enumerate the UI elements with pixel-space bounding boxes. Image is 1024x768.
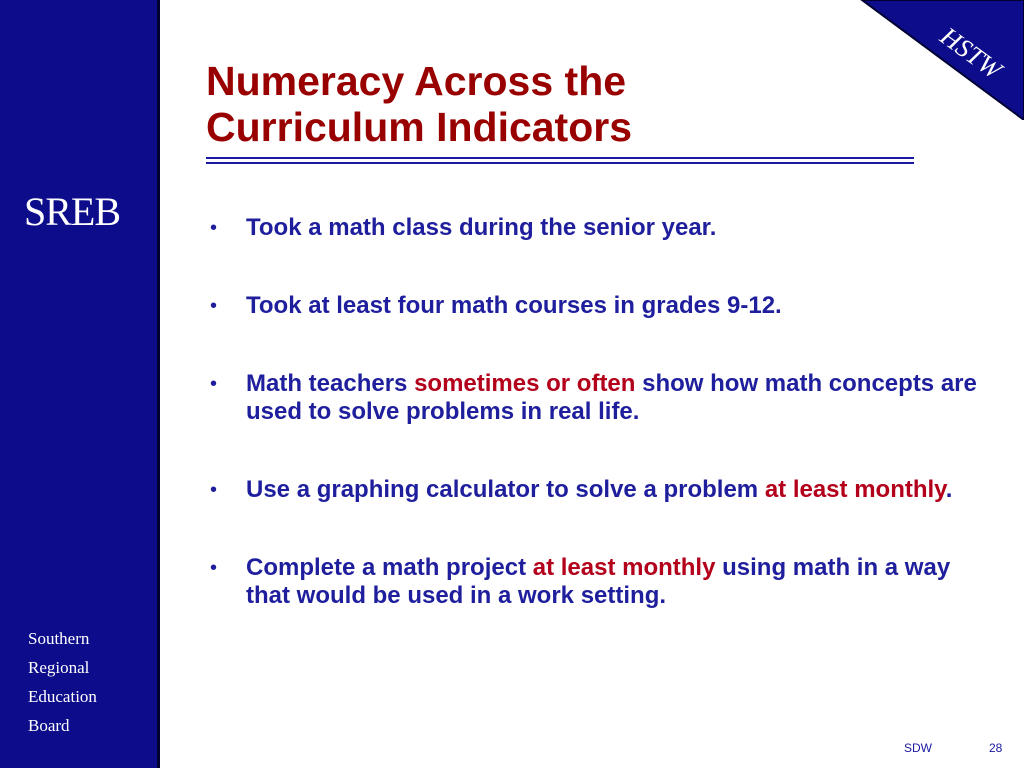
title-line: Curriculum Indicators (206, 104, 633, 150)
emphasized-text: at least monthly (532, 554, 716, 581)
org-line: Education (28, 687, 97, 706)
bullet-text: using math in a way that would be used in a work setting. (246, 554, 951, 609)
bullet-item (210, 370, 990, 426)
footer-page-number: 28 (989, 741, 1003, 755)
org-line: Board (28, 716, 70, 735)
bullet-dot-icon: • (210, 557, 218, 579)
title-line: Numeracy Across the (206, 58, 627, 104)
bullet-text: Use a graphing calculator to solve a problem (246, 476, 765, 503)
bullet-text: show how math concepts are used to solve problems in real life. (246, 370, 977, 425)
indicator-list (210, 214, 990, 660)
bullet-item (210, 214, 990, 242)
organization-name (28, 624, 97, 740)
emphasized-text: at least monthly (764, 476, 946, 503)
org-line: Southern (28, 629, 90, 648)
hstw-corner-banner (824, 0, 1024, 120)
sreb-logo: SREB (24, 189, 121, 234)
bullet-item (210, 292, 990, 320)
bullet-text: . (945, 476, 953, 503)
title-divider (206, 157, 914, 159)
bullet-text: Math teachers (246, 370, 415, 397)
page-title (206, 58, 632, 150)
sidebar (0, 0, 160, 768)
footer-author: SDW (904, 741, 932, 755)
bullet-dot-icon: • (210, 479, 218, 501)
corner-badge-text: HSTW (935, 21, 1007, 85)
bullet-dot-icon: • (210, 373, 218, 395)
bullet-dot-icon: • (210, 295, 218, 317)
bullet-text: Took at least four math courses in grades 9-12. (246, 292, 782, 319)
title-divider (206, 162, 914, 164)
bullet-item (210, 476, 990, 504)
bullet-dot-icon: • (210, 217, 218, 239)
emphasized-text: sometimes or often (414, 370, 636, 397)
bullet-item (210, 554, 990, 610)
org-line: Regional (28, 658, 90, 677)
bullet-text: Took a math class during the senior year. (246, 214, 717, 241)
bullet-text: Complete a math project (246, 554, 533, 581)
